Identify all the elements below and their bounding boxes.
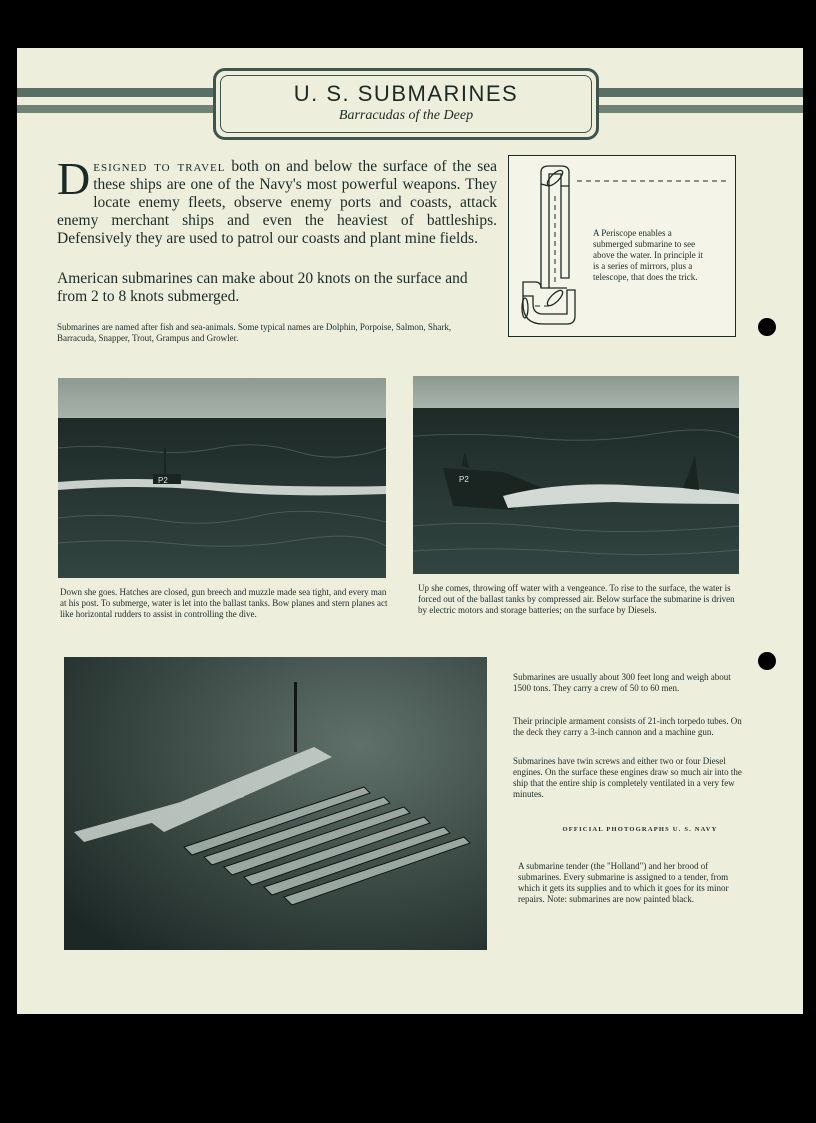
dive-hull-number: P2	[158, 476, 168, 485]
fact-engines: Submarines have twin screws and either two or four Diesel engines. On the surface these engines draw so much air into the ship that the entire ship is completely ventilated in a very few minutes.	[513, 756, 742, 799]
page-subtitle: Barracudas of the Deep	[338, 108, 474, 123]
names-note: Submarines are named after fish and sea-animals. Some typical names are Dolphin, Porpoise, Salmon, Shark, Barracuda, Snapper, Trout, Grampus and Growler.	[57, 322, 452, 343]
fact-armament: Their principle armament consists of 21-inch torpedo tubes. On the deck they carry a 3-inch cannon and a machine gun.	[513, 716, 742, 737]
intro-body: both on and below the surface of the sea these ships are one of the Navy's most powerful weapons. They locate enemy fleets, observe enemy ports and coasts, attack enemy merchant ships and even the heaviest of battleships. Defensively they are used to patrol our coasts and plant mine fields.	[57, 158, 497, 247]
photo-submarine-tender	[64, 657, 487, 950]
fact-size: Submarines are usually about 300 feet long and weigh about 1500 tons. They carry a crew of 50 to 60 men.	[513, 672, 731, 693]
speed-paragraph: American submarines can make about 20 knots on the surface and from 2 to 8 knots submerged.	[57, 270, 468, 305]
caption-tender: A submarine tender (the "Holland") and her brood of submarines. Every submarine is assigned to a tender, from which it gets its supplies and to which it goes for its minor repairs. Note: submarines are now painted black.	[518, 861, 729, 904]
drop-cap: D	[57, 153, 91, 204]
photo-submarine-surfacing	[413, 376, 739, 574]
surface-hull-number: P2	[459, 475, 469, 484]
photo-submarine-diving	[58, 378, 386, 578]
binder-hole-top	[758, 318, 776, 336]
title-banner	[213, 68, 599, 140]
page-title: U. S. SUBMARINES	[293, 81, 519, 106]
periscope-caption: A Periscope enables a submerged submarine to see above the water. In principle it is a series of mirrors, plus a telescope, that does the trick.	[593, 228, 703, 282]
intro-paragraph	[57, 153, 497, 248]
periscope-diagram	[508, 155, 736, 337]
caption-surfacing: Up she comes, throwing off water with a vengeance. To rise to the surface, the water is forced out of the ballast tanks by compressed air. Below surface the submarine is driven by electric motors and storage batteries; on the surface by Diesels.	[418, 583, 735, 615]
photo-credit: OFFICIAL PHOTOGRAPHS U. S. NAVY	[562, 826, 718, 833]
binder-hole-bottom	[758, 652, 776, 670]
intro-lead: esigned to travel	[93, 158, 226, 175]
caption-diving: Down she goes. Hatches are closed, gun breech and muzzle made sea tight, and every man at his post. To submerge, water is let into the ballast tanks. Bow planes and stern planes act like horizontal rudders to assist in controlling the dive.	[60, 587, 388, 619]
